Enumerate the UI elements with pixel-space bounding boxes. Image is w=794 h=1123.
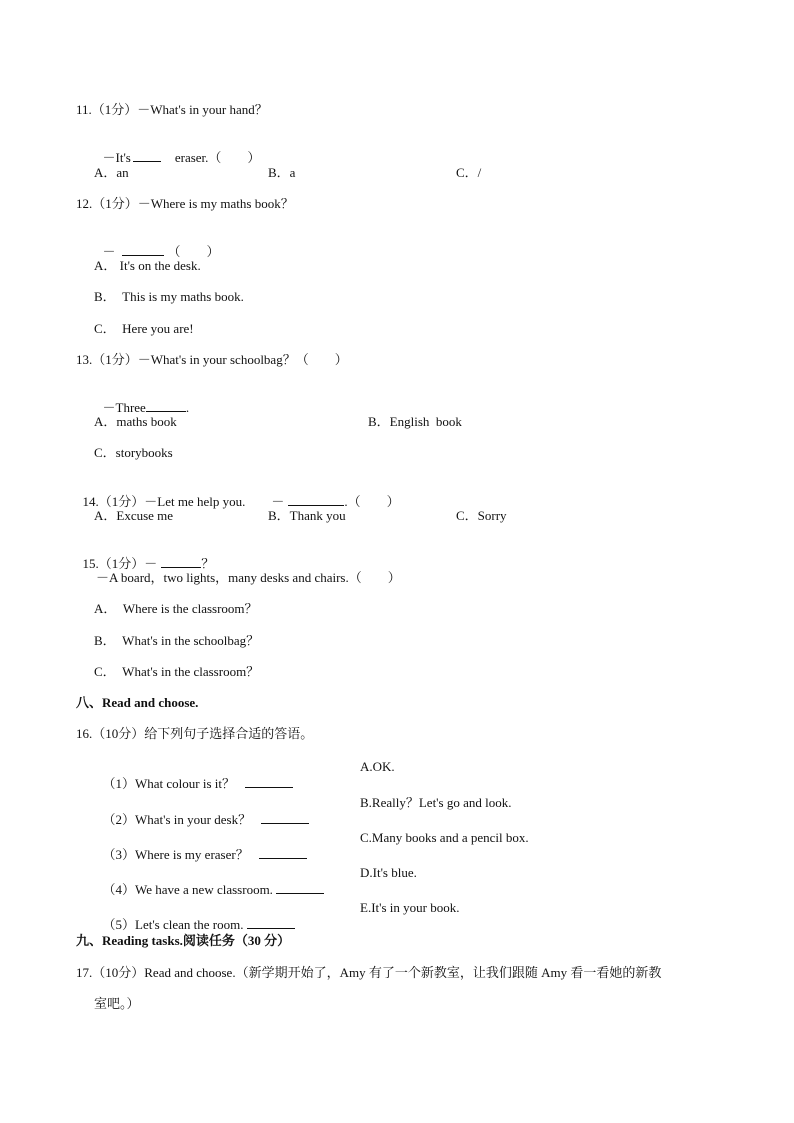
q13-answer-post: . [185, 400, 190, 415]
q11-answer-line [96, 133, 260, 166]
q16-row-2-question [96, 795, 309, 828]
q14-stem [76, 477, 400, 510]
q11-option-a[interactable]: A．an [94, 165, 129, 180]
q13-option-a[interactable]: A．maths book [94, 414, 177, 429]
q12-stem: 12.（1分）－Where is my maths book？ [76, 196, 294, 211]
q16-row-3-question [96, 830, 307, 863]
q12-answer-pre: － [102, 244, 116, 259]
q13-answer-line [96, 383, 189, 416]
q14-option-a[interactable]: A．Excuse me [94, 508, 174, 523]
q12-option-a[interactable]: A． It's on the desk. [94, 258, 201, 273]
q14-option-c[interactable]: C．Sorry [456, 508, 507, 523]
q12-answer-line [96, 227, 220, 260]
q11-option-c[interactable]: C．/ [456, 165, 482, 180]
q12-option-c[interactable]: C． Here you are! [94, 321, 194, 336]
q14-stem-pre: 14.（1分）－Let me help you. － [82, 494, 285, 509]
q15-option-a[interactable]: A． Where is the classroom？ [94, 601, 258, 616]
section-9-heading: 九、Reading tasks.阅读任务（30 分） [76, 933, 291, 948]
q16-row-4-blank[interactable] [276, 881, 324, 894]
q15-stem-post: ？ [201, 556, 215, 571]
q11-answer-post: eraser.（ ） [174, 150, 261, 165]
q11-option-b[interactable]: B．a [268, 165, 296, 180]
q13-blank[interactable] [146, 399, 186, 412]
q11-blank[interactable] [133, 149, 161, 162]
section-8-heading: 八、Read and choose. [76, 695, 199, 710]
q14-blank[interactable] [288, 493, 344, 506]
q16-row-5-text: （5）Let's clean the room. [102, 917, 244, 932]
q13-option-b[interactable]: B．English book [368, 414, 462, 429]
q14-stem-post: .（ ） [344, 494, 400, 509]
q15-stem [76, 539, 214, 572]
q16-row-2-text: （2）What's in your desk？ [102, 812, 252, 827]
q16-row-4-question [96, 865, 324, 898]
q12-blank[interactable] [122, 243, 164, 256]
q13-answer-pre: －Three [102, 400, 146, 415]
q16-row-1-blank[interactable] [245, 775, 293, 788]
q15-option-c[interactable]: C． What's in the classroom？ [94, 664, 260, 679]
q15-blank[interactable] [161, 555, 201, 568]
q16-row-4-text: （4）We have a new classroom. [102, 882, 273, 897]
q11-stem: 11.（1分）－What's in your hand？ [76, 102, 268, 117]
q16-row-3-text: （3）Where is my eraser？ [102, 847, 249, 862]
q16-row-3-answer: C.Many books and a pencil box. [360, 830, 529, 845]
q16-row-4-answer: D.It's blue. [360, 865, 417, 880]
q12-option-b[interactable]: B． This is my maths book. [94, 289, 244, 304]
q13-option-c[interactable]: C．storybooks [94, 445, 173, 460]
q16-row-2-answer: B.Really？Let's go and look. [360, 795, 512, 810]
q16-row-3-blank[interactable] [259, 846, 307, 859]
q14-option-b[interactable]: B．Thank you [268, 508, 346, 523]
q16-stem: 16.（10分）给下列句子选择合适的答语。 [76, 726, 314, 741]
q16-row-2-blank[interactable] [261, 811, 309, 824]
q17-stem-line-2: 室吧。） [94, 996, 140, 1011]
q16-row-5-blank[interactable] [247, 916, 295, 929]
q15-answer: －A board，two lights，many desks and chairs.（ ） [96, 570, 401, 585]
q15-stem-pre: 15.（1分）－ [82, 556, 158, 571]
q12-answer-post: （ ） [167, 244, 220, 259]
q16-row-1-answer: A.OK. [360, 759, 395, 774]
q15-option-b[interactable]: B． What's in the schoolbag？ [94, 633, 260, 648]
q13-stem: 13.（1分）－What's in your schoolbag？（ ） [76, 352, 348, 367]
q16-row-1-question [96, 759, 293, 792]
q16-row-5-answer: E.It's in your book. [360, 900, 460, 915]
q16-row-1-text: （1）What colour is it？ [102, 776, 236, 791]
q11-answer-pre: －It's [102, 150, 131, 165]
q16-row-5-question [96, 900, 295, 933]
q17-stem-line-1: 17.（10分）Read and choose.（新学期开始了，Amy 有了一个新教室，让我们跟随 Amy 看一看她的新教 [76, 965, 662, 980]
